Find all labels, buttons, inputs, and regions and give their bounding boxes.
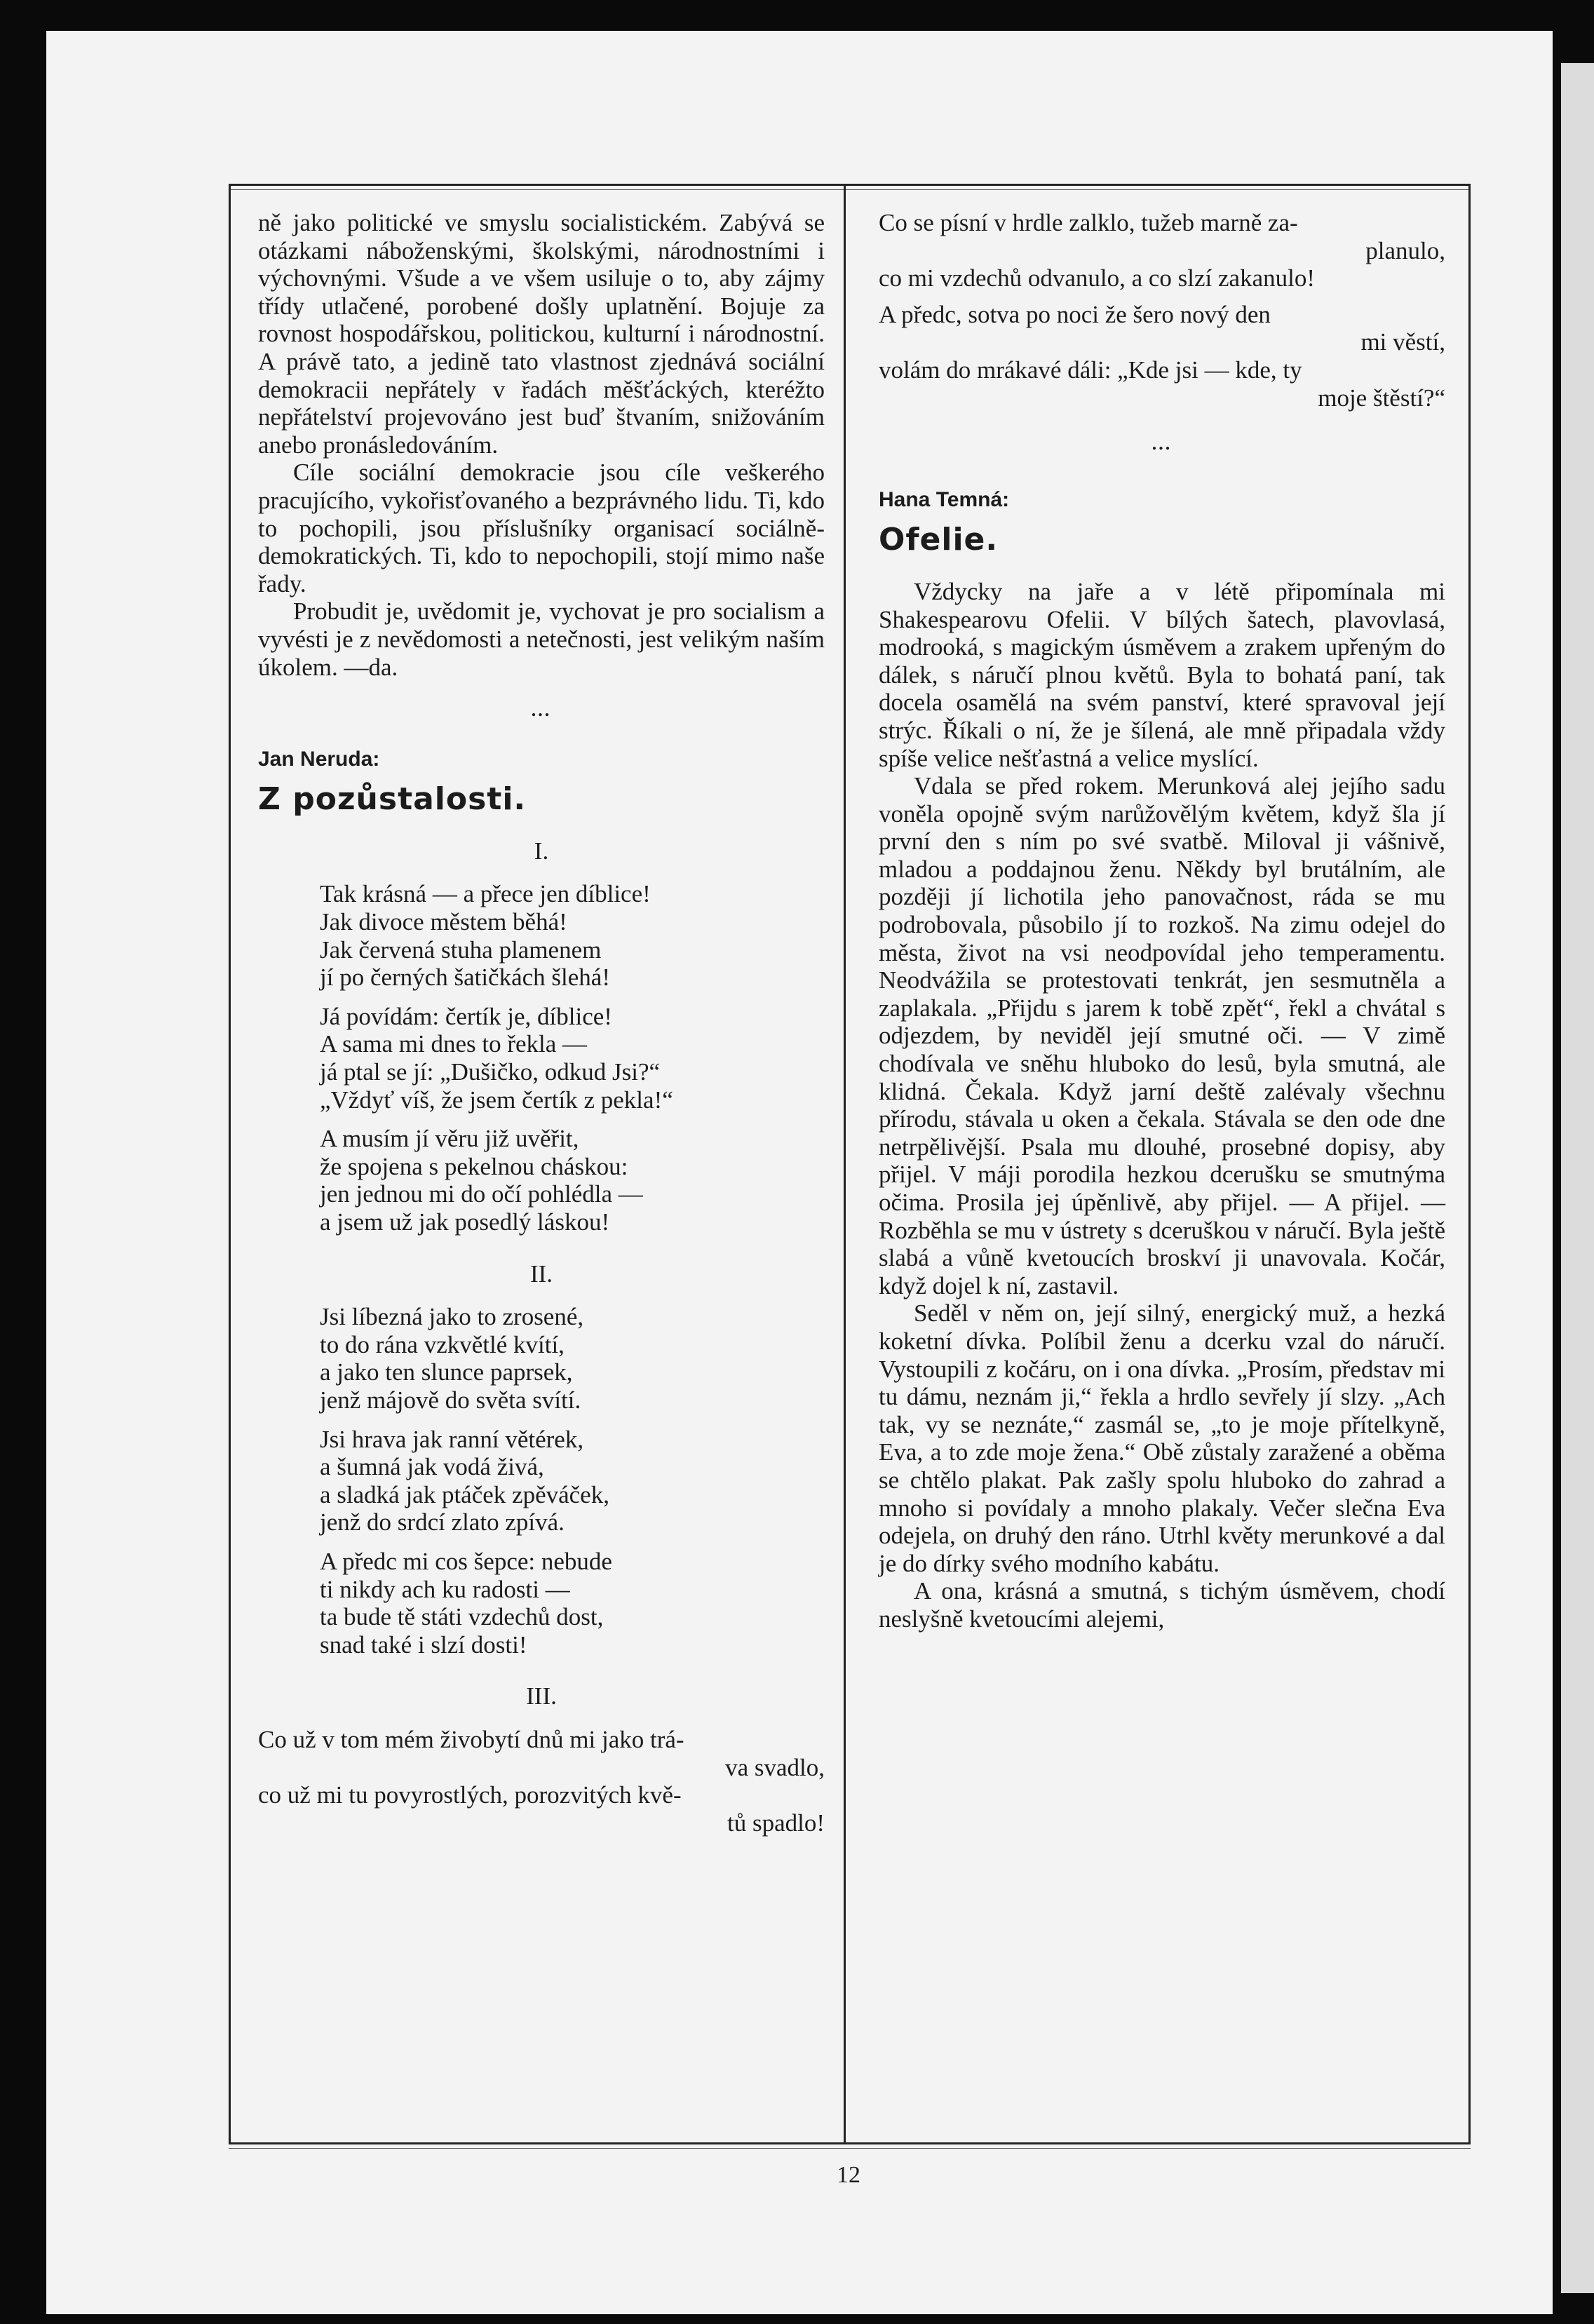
verse-line: snad také i slzí dosti! (320, 1630, 527, 1658)
verse-line: a jako ten slunce paprsek, (320, 1358, 573, 1386)
verse-line: já ptal se jí: „Dušičko, odkud Jsi?“ (320, 1058, 661, 1086)
author-name: Jan Neruda: (258, 747, 380, 771)
stanza (320, 880, 825, 991)
verse-line: a sladká jak ptáček zpěváček, (320, 1480, 609, 1508)
verse-line: A předc mi cos šepce: nebude (320, 1547, 612, 1575)
section-number: I. (534, 837, 549, 865)
verse-line: A sama mi dnes to řekla — (320, 1030, 588, 1058)
verse-line: A předc, sotva po noci že šero nový den (879, 300, 1271, 328)
verse-line-continuation: va svadlo, (725, 1753, 825, 1781)
section-separator: ... (531, 700, 552, 721)
long-verse (879, 264, 1445, 292)
frame-bottom-rule-thin (229, 2148, 1471, 2149)
left-column (258, 209, 825, 1837)
section-separator: ... (1151, 433, 1173, 454)
verse-line: co už mi tu povyrostlých, porozvitých kvě- (258, 1781, 682, 1809)
verse-line-continuation: planulo, (1365, 236, 1445, 264)
paragraph: Probudit je, uvědomit je, vychovat je pro socialism a vyvésti je z nevědomosti a netečnosti, jest velikým naším úkolem. —da. (258, 597, 825, 681)
author-name: Hana Temná: (879, 487, 1010, 511)
paragraph: Vždycky na jaře a v létě připomínala mi Shakespearovu Ofelii. V bílých šatech, plavovlasá, modrooká, s magickým úsměvem a zrakem upřeným do dálek, s náručí plnou květů. Byla to bohatá paní, tak docela osamělá na svém panství, které spravoval její strýc. Říkali o ní, že je šílená, ale mně připadala vždy spíše velice nešťastná a velice myslící. (879, 577, 1445, 772)
right-column (879, 209, 1445, 1633)
paragraph: Seděl v něm on, její silný, energický muž, a hezká koketní dívka. Políbil ženu a dcerku vzal do náručí. Vystoupili z kočáru, on i ona dívka. „Prosím, představ mi tu dámu, neznám ji,“ řekla a hrdlo sevřely jí slzy. „Ach tak, vy se neznáte,“ zasmál se, „to je moje přítelkyně, Eva, a to zde moje žena.“ Obě zůstaly zaražené a oběma se chtělo plakat. Pak zašly spolu hluboko do zahrad a mnoho si povídaly a mnoho plakaly. Večer slečna Eva odejela, on druhý den ráno. Utrhl květy merunkové a dal je do dírky svého modního kabátu. (879, 1299, 1445, 1577)
verse-line: co mi vzdechů odvanulo, a co slzí zakanulo! (879, 264, 1316, 292)
long-verse (258, 1726, 825, 1781)
stanza (320, 1426, 825, 1536)
verse-line: ti nikdy ach ku radosti — (320, 1575, 570, 1603)
verse-line: jen jednou mi do očí pohlédla — (320, 1180, 643, 1208)
frame-left-rule (229, 184, 231, 2144)
verse-line: jenž do srdcí zlato zpívá. (320, 1508, 565, 1536)
long-verse (879, 356, 1445, 412)
adjacent-page-edge (1553, 0, 1594, 2324)
verse-line: Jak červená stuha plamenem (320, 935, 602, 964)
verse-line: jenž májově do světa svítí. (320, 1386, 581, 1414)
verse-line-continuation: tů spadlo! (727, 1809, 825, 1837)
verse-line: Jak divoce městem běhá! (320, 908, 567, 936)
stanza (320, 1003, 825, 1114)
stanza (320, 1303, 825, 1414)
frame-top-rule-thin (229, 189, 1471, 190)
paragraph: Cíle sociální demokracie jsou cíle veškerého pracujícího, vykořisťovaného a bezprávného lidu. Ti, kdo to pochopili, jsou příslušníky organisací sociálně-demokratických. Ti, kdo to nepochopili, stojí mimo naše řady. (258, 459, 825, 597)
column-divider (844, 184, 846, 2144)
long-verse (879, 301, 1445, 356)
long-verse (258, 1781, 825, 1837)
poem-title: Z pozůstalosti. (258, 781, 527, 818)
long-verse (879, 209, 1445, 264)
verse-line: volám do mrákavé dáli: „Kde jsi — kde, ty (879, 356, 1302, 384)
verse-line: to do rána vzkvětlé kvítí, (320, 1330, 565, 1358)
story-title: Ofelie. (879, 522, 999, 558)
verse-line: a šumná jak vodá živá, (320, 1453, 544, 1481)
verse-line: a jsem už jak posedlý láskou! (320, 1208, 610, 1236)
frame-bottom-rule (229, 2142, 1471, 2144)
section-number: II. (529, 1259, 553, 1288)
verse-line: Tak krásná — a přece jen díblice! (320, 880, 651, 908)
verse-line: Co se písní v hrdle zalklo, tužeb marně za- (879, 209, 1298, 236)
verse-line: jí po černých šatičkách šlehá! (320, 964, 610, 992)
verse-line-continuation: moje štěstí?“ (1318, 384, 1445, 412)
verse-line: „Vždyť víš, že jsem čertík z pekla!“ (320, 1086, 673, 1114)
verse-line: Jsi líbezná jako to zrosené, (320, 1303, 584, 1331)
paragraph: Vdala se před rokem. Merunková alej jejího sadu voněla opojně svým narůžovělým květem, když šla jí první den s ním po své svatbě. Miloval ji vášnivě, mladou a poddajnou ženu. Někdy byl brutálním, ale později jí lichotila jeho panovačnost, ráda se mu podrobovala, působilo jí to rozkoš. Na zimu odejel do města, život na vsi neodpovídal jeho temperamentu. Neodvážila se protestovati tenkrát, jen sesmutněla a zaplakala. „Přijdu s jarem k tobě zpět“, řekl a chvátal s odjezdem, by neviděl její smutné oči. — V zimě chodívala ve sněhu hluboko do lesů, byla smutná, ale klidná. Čekala. Když jarní deště zalévaly všechnu přírodu, stávala u oken a čekala. Stávala se den ode dne netrpělivější. Psala mu dlouhé, prosebné dopisy, aby přijel. V máji porodila hezkou dcerušku se smutnýma očima. Prosila jej úpěnlivě, aby přijel. — A přijel. — Rozběhla se mu v ústrety s dceruškou v náručí. Byla ještě slabá a vůně kvetoucích broskví ji unavovala. Kočár, když dojel k ní, zastavil. (879, 772, 1445, 1299)
verse-line: ta bude tě státi vzdechů dost, (320, 1603, 604, 1631)
verse-line: A musím jí věru již uvěřit, (320, 1125, 579, 1153)
verse-line-continuation: mi věstí, (1360, 328, 1445, 356)
stanza (320, 1125, 825, 1236)
verse-line: že spojena s pekelnou cháskou: (320, 1152, 628, 1180)
verse-line: Já povídám: čertík je, díblice! (320, 1002, 612, 1030)
page-number: 12 (837, 2162, 860, 2188)
verse-line: Co už v tom mém živobytí dnů mi jako trá- (258, 1725, 684, 1753)
frame-right-rule (1468, 184, 1471, 2144)
section-number: III. (526, 1682, 557, 1710)
paragraph: A ona, krásná a smutná, s tichým úsměvem, chodí neslyšně kvetoucími alejemi, (879, 1577, 1445, 1633)
paragraph: ně jako politické ve smyslu socialistickém. Zabývá se otázkami náboženskými, školskými, národnostními i výchovnými. Všude a ve všem usiluje o to, aby zájmy třídy utlačené, porobené došly uplatnění. Bojuje za rovnost hospodářskou, politickou, kulturní i národnostní. A právě tato, a jedině tato vlastnost zjednává sociální demokracii nepřátely v řadách měšťáckých, kteréžto nepřátelství projevováno jest buď štvaním, snižováním anebo pronásledováním. (258, 209, 825, 459)
verse-line: Jsi hrava jak ranní větérek, (320, 1425, 584, 1453)
frame-top-rule (229, 184, 1471, 186)
stanza (320, 1548, 825, 1658)
